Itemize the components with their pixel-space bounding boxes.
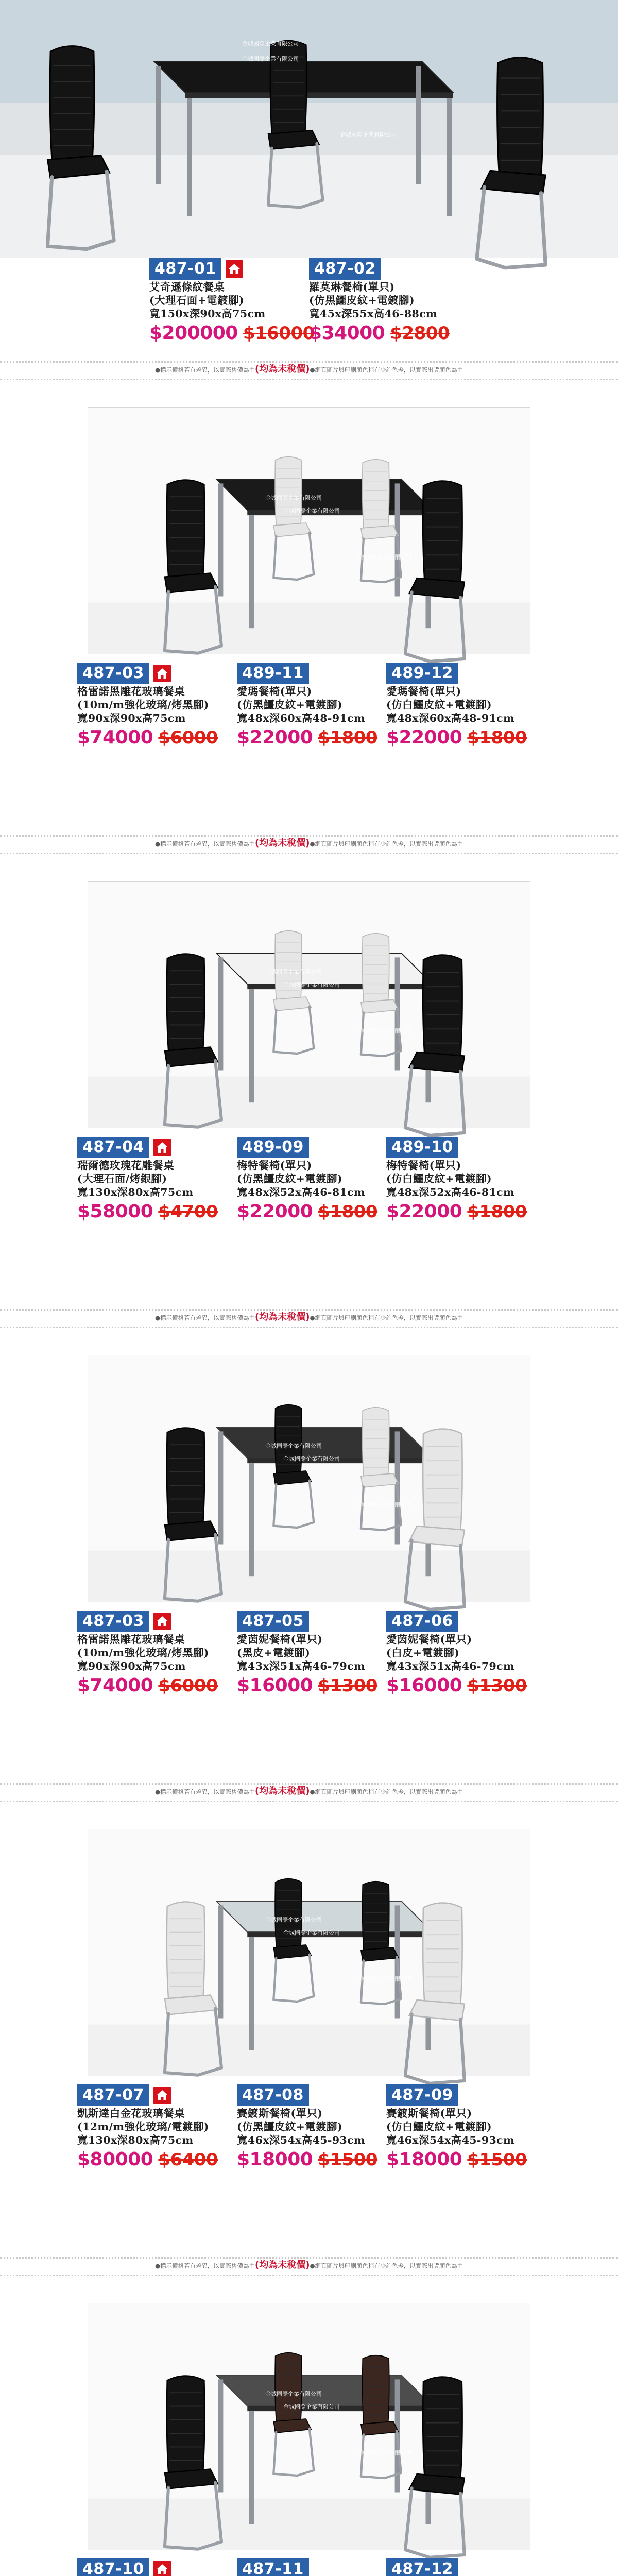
notice-lead: ●標示價格若有差異，以實際售價為主 [154,366,255,374]
watermark-text: 金城國際企業有限公司 [265,969,322,976]
product-price: $74000 [77,727,153,748]
product-spec-line: 寬43x深51x高46-79cm [386,1660,515,1672]
product-spec-line: 寬45x深55x高46-88cm [309,308,438,320]
product-card [77,662,227,781]
product-code: 487-11 [237,2558,309,2576]
product-code: 487-12 [386,2558,458,2576]
price-notice [0,2254,618,2278]
product-card [237,1610,386,1728]
product-spec-line: (仿黑鱷皮紋+電鍍腳) [237,1173,342,1185]
product-spec-line: (仿白鱷皮紋+電鍍腳) [386,2121,492,2133]
dotted-divider [0,1801,618,1802]
product-code-row [77,1136,227,1159]
product-spec-line: 格雷諾黑雕花玻璃餐桌 [77,1633,185,1646]
product-code: 487-03 [77,1611,149,1632]
product-spec-line: 凱斯達白金花玻璃餐桌 [77,2107,185,2120]
product-spec-line: (仿白鱷皮紋+電鍍腳) [386,699,492,711]
product-spec-line: 愛茵妮餐椅(單只) [386,1633,472,1646]
product-spec-line: 寬46x深54x高45-93cm [386,2134,515,2146]
product-old-price: $1500 [467,2149,527,2170]
product-spec-line: 梅特餐椅(單只) [386,1159,461,1172]
notice-text [0,1786,618,1797]
product-code: 487-03 [77,663,149,684]
dining-set-illustration [88,1355,530,1602]
product-list [77,1136,541,1255]
product-code-row [77,2558,227,2576]
dotted-divider [0,853,618,854]
price-row [77,2149,227,2172]
product-card [386,2558,536,2576]
product-card [386,1610,536,1728]
product-code: 487-07 [77,2084,149,2106]
product-spec-line: 賽鍍斯餐椅(單只) [237,2107,323,2120]
product-old-price: $2800 [390,323,450,344]
product-old-price: $6000 [158,727,218,748]
product-old-price: $6000 [158,1675,218,1696]
price-row [237,1675,386,1698]
watermark-text: 金城國際企業有限公司 [242,40,299,47]
product-spec-line: 愛瑪餐椅(單只) [237,685,312,698]
product-code-row [386,2084,536,2107]
product-price: $74000 [77,1675,153,1696]
price-row [386,1675,536,1698]
price-notice [0,1306,618,1330]
product-spec-line: 寬48x深60x高48-91cm [386,712,515,724]
product-spec-line: (12m/m強化玻璃/電鍍腳) [77,2121,209,2133]
product-old-price: $1800 [467,1201,527,1222]
product-spec-line: 賽鍍斯餐椅(單只) [386,2107,472,2120]
watermark-text: 金城國際企業有限公司 [265,1443,322,1450]
product-code: 489-10 [386,1137,458,1158]
product-list [77,2084,541,2202]
notice-tax: (均為未稅價) [255,2260,310,2270]
price-row [386,2149,536,2172]
dining-set-illustration [88,882,530,1128]
watermark-text: 金城國際企業有限公司 [283,981,340,989]
product-card [386,662,536,781]
watermark-text: 金城國際企業有限公司 [283,2403,340,2411]
product-price: $16000 [386,1675,462,1696]
product-code-row [309,258,458,280]
new-house-icon [153,2561,171,2576]
product-code-row [386,662,536,685]
product-code: 487-10 [77,2558,149,2576]
product-card [77,2084,227,2202]
product-code: 487-02 [309,258,381,280]
product-spec-line: (10m/m強化玻璃/烤黑腳) [77,699,209,711]
product-price: $16000 [237,1675,313,1696]
product-list [77,1610,541,1728]
new-house-icon [153,2087,171,2104]
product-photo [88,881,530,1128]
notice-tax: (均為未稅價) [255,1786,310,1797]
notice-text [0,364,618,375]
product-code: 489-09 [237,1137,309,1158]
product-old-price: $4700 [158,1201,218,1222]
product-price: $80000 [77,2149,153,2170]
dining-set-illustration [0,0,618,258]
product-photo [0,0,618,258]
watermark-text: 金城國際企業有限公司 [242,56,299,62]
product-card [386,2084,536,2202]
watermark-text: 金城國際企業有限公司 [283,507,340,515]
product-spec-line: 格雷諾黑雕花玻璃餐桌 [77,685,185,698]
product-spec-line: 寬48x深52x高46-81cm [386,1186,515,1198]
product-code: 487-09 [386,2084,458,2106]
product-old-price: $16000 [243,323,315,344]
product-photo [88,2303,530,2550]
product-code: 487-05 [237,1611,309,1632]
product-spec-line: 寬90x深90x高75cm [77,1660,186,1672]
notice-lead: ●標示價格若有差異，以實際售價為主 [154,1788,255,1795]
dotted-divider [0,1309,618,1311]
product-code: 487-04 [77,1137,149,1158]
product-code: 489-11 [237,663,309,684]
product-spec-line: 艾奇遜條紋餐桌 [149,281,225,293]
dotted-divider [0,2257,618,2259]
price-row [309,323,458,345]
watermark-text: 金城國際企業有限公司 [265,495,322,502]
price-row [149,323,315,345]
product-card [237,662,386,781]
product-photo [88,1829,530,2076]
product-code-row [386,1136,536,1159]
product-old-price: $1300 [318,1675,378,1696]
price-row [77,1675,227,1698]
product-spec-line: (仿黑鱷皮紋+電鍍腳) [309,294,415,307]
watermark-text: 金城國際企業有限公司 [355,1027,412,1035]
product-code: 487-06 [386,1611,458,1632]
product-price: $22000 [386,1201,462,1222]
product-photo [88,1355,530,1602]
notice-tail: ●網頁圖片與印刷顏色稍有少許色差，以實際出貨顏色為主 [310,1314,464,1321]
price-row [237,727,386,750]
price-row [77,1201,227,1224]
product-old-price: $1800 [318,727,378,748]
watermark-text: 金城國際企業有限公司 [340,131,397,138]
watermark-text: 金城國際企業有限公司 [265,2391,322,2398]
product-spec-line: (仿黑鱷皮紋+電鍍腳) [237,2121,342,2133]
product-card [77,1610,227,1728]
new-house-icon [226,260,243,278]
product-price: $18000 [237,2149,313,2170]
product-photo [88,407,530,654]
product-code-row [237,2084,386,2107]
dotted-divider [0,361,618,363]
product-card [237,2558,386,2576]
product-code-row [237,662,386,685]
notice-tail: ●網頁圖片與印刷顏色稍有少許色差，以實際出貨顏色為主 [310,840,464,848]
product-spec-line: 寬48x深52x高46-81cm [237,1186,366,1198]
product-price: $58000 [77,1201,153,1222]
product-code-row [237,2558,386,2576]
notice-text [0,838,618,849]
product-spec-line: 梅特餐椅(單只) [237,1159,312,1172]
price-row [386,727,536,750]
price-row [77,727,227,750]
dotted-divider [0,1783,618,1785]
notice-tail: ●網頁圖片與印刷顏色稍有少許色差，以實際出貨顏色為主 [310,2262,464,2269]
dining-set-illustration [88,1829,530,2076]
notice-text [0,1312,618,1323]
product-spec-line: 寬43x深51x高46-79cm [237,1660,366,1672]
product-old-price: $6400 [158,2149,218,2170]
product-old-price: $1800 [467,727,527,748]
watermark-text: 金城國際企業有限公司 [355,553,412,561]
notice-tax: (均為未稅價) [255,1312,310,1323]
product-spec-line: (黑皮+電鍍腳) [237,1647,311,1659]
product-spec-line: (10m/m強化玻璃/烤黑腳) [77,1647,209,1659]
product-old-price: $1500 [318,2149,378,2170]
dining-set-illustration [88,2303,530,2550]
product-old-price: $1800 [318,1201,378,1222]
price-notice [0,832,618,856]
product-card [237,1136,386,1255]
product-card [386,1136,536,1255]
product-card [77,1136,227,1255]
product-spec-line: (大理石面/烤銀腳) [77,1173,167,1185]
product-spec-line: 寬130x深80x高75cm [77,2134,194,2146]
product-old-price: $1300 [467,1675,527,1696]
product-spec-line: 寬48x深60x高48-91cm [237,712,366,724]
notice-tax: (均為未稅價) [255,364,310,375]
product-code: 489-12 [386,663,458,684]
product-price: $22000 [237,727,313,748]
price-row [237,1201,386,1224]
new-house-icon [153,1139,171,1156]
product-price: $22000 [386,727,462,748]
notice-text [0,2260,618,2271]
product-code-row [77,1610,227,1633]
product-spec-line: 寬90x深90x高75cm [77,712,186,724]
product-spec-line: 羅莫琳餐椅(單只) [309,281,395,293]
notice-tail: ●網頁圖片與印刷顏色稍有少許色差，以實際出貨顏色為主 [310,1788,464,1795]
product-list [77,662,541,781]
dotted-divider [0,379,618,380]
price-notice [0,358,618,382]
price-row [386,1201,536,1224]
price-row [237,2149,386,2172]
product-spec-line: (白皮+電鍍腳) [386,1647,460,1659]
product-code: 487-01 [149,258,221,280]
product-spec-line: 寬150x深90x高75cm [149,308,266,320]
product-code-row [77,662,227,685]
product-code-row [386,1610,536,1633]
product-code: 487-08 [237,2084,309,2106]
dotted-divider [0,2275,618,2276]
dotted-divider [0,1327,618,1328]
product-price: $18000 [386,2149,462,2170]
product-spec-line: 瑞爾德玫瑰花雕餐桌 [77,1159,175,1172]
product-price: $22000 [237,1201,313,1222]
watermark-text: 金城國際企業有限公司 [355,1501,412,1509]
product-spec-line: (大理石面+電鍍腳) [149,294,245,307]
dining-set-illustration [88,408,530,654]
product-list [77,2558,541,2576]
notice-tax: (均為未稅價) [255,838,310,849]
notice-lead: ●標示價格若有差異，以實際售價為主 [154,840,255,848]
watermark-text: 金城國際企業有限公司 [265,1917,322,1924]
product-spec-line: (仿黑鱷皮紋+電鍍腳) [237,699,342,711]
product-price: $200000 [149,323,238,344]
watermark-text: 金城國際企業有限公司 [355,2449,412,2456]
product-price: $34000 [309,323,385,344]
product-code-row [237,1136,386,1159]
notice-lead: ●標示價格若有差異，以實際售價為主 [154,1314,255,1321]
watermark-text: 金城國際企業有限公司 [355,1975,412,1982]
watermark-text: 金城國際企業有限公司 [283,1929,340,1937]
product-spec-line: 愛茵妮餐椅(單只) [237,1633,323,1646]
product-spec-line: 寬46x深54x高45-93cm [237,2134,366,2146]
price-notice [0,1780,618,1804]
new-house-icon [153,665,171,682]
dotted-divider [0,835,618,837]
new-house-icon [153,1613,171,1630]
product-code-row [237,1610,386,1633]
watermark-text: 金城國際企業有限公司 [283,1455,340,1463]
product-card [237,2084,386,2202]
product-card [77,2558,227,2576]
product-spec-line: 愛瑪餐椅(單只) [386,685,461,698]
product-code-row [77,2084,227,2107]
product-spec-line: 寬130x深80x高75cm [77,1186,194,1198]
product-spec-line: (仿白鱷皮紋+電鍍腳) [386,1173,492,1185]
notice-tail: ●網頁圖片與印刷顏色稍有少許色差，以實際出貨顏色為主 [310,366,464,374]
product-code-row [386,2558,536,2576]
product-code-row [149,258,299,280]
notice-lead: ●標示價格若有差異，以實際售價為主 [154,2262,255,2269]
